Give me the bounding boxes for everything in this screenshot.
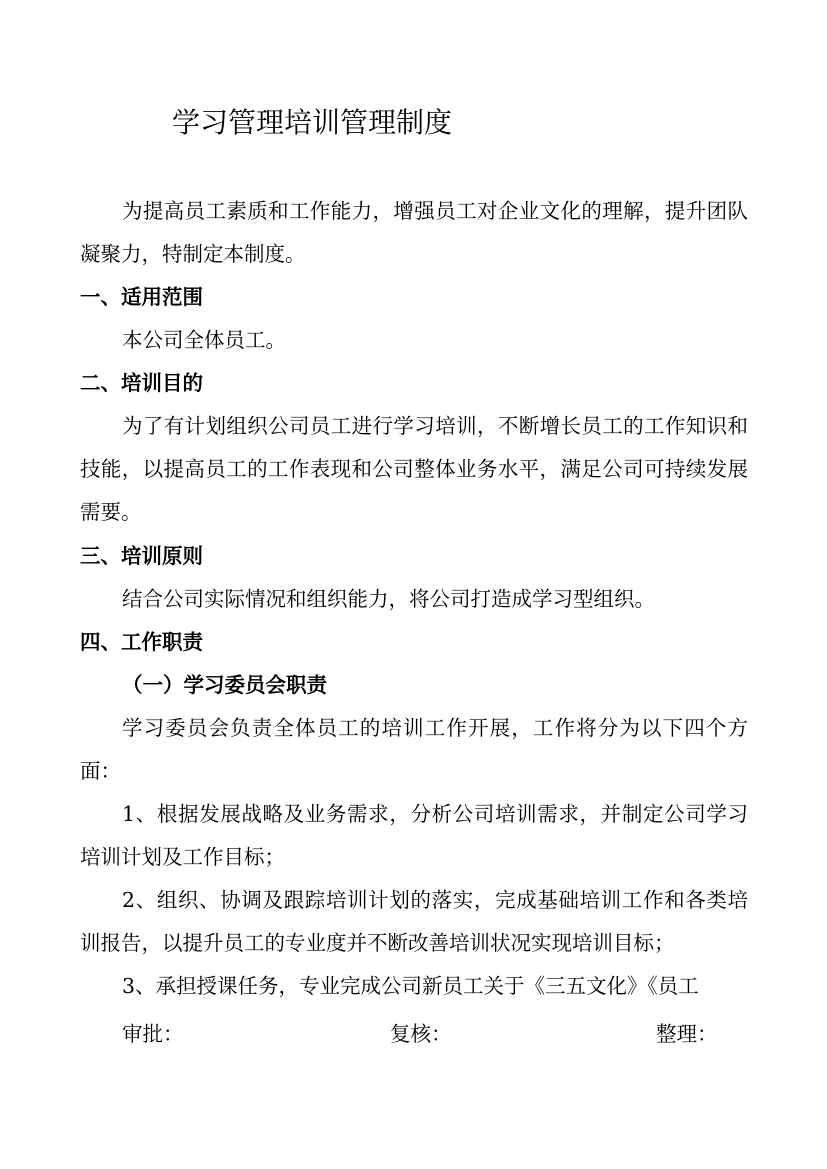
document-title: 学习管理培训管理制度 [172,106,453,139]
footer-review-label: 复核： [390,1022,452,1046]
section-heading-purpose: 二、培训目的 [80,371,203,395]
section-heading-duties: 四、工作职责 [80,630,203,654]
committee-intro-paragraph: 学习委员会负责全体员工的培训工作开展，工作将分为以下四个方面： [80,716,748,783]
principle-paragraph: 结合公司实际情况和组织能力，将公司打造成学习型组织。 [122,587,655,611]
subsection-heading-committee: （一）学习委员会职责 [122,673,327,697]
purpose-paragraph: 为了有计划组织公司员工进行学习培训，不断增长员工的工作知识和技能，以提高员工的工作表现和公司整体业务水平，满足公司可持续发展需要。 [80,414,748,524]
section-heading-principle: 三、培训原则 [80,544,203,568]
intro-paragraph: 为提高员工素质和工作能力，增强员工对企业文化的理解，提升团队凝聚力，特制定本制度。 [80,199,748,266]
section-heading-scope: 一、适用范围 [80,285,203,309]
footer-approve-label: 审批： [122,1022,184,1046]
footer-compile-label: 整理： [656,1022,718,1046]
duty-item-1: 1、根据发展战略及业务需求，分析公司培训需求，并制定公司学习培训计划及工作目标； [80,802,748,869]
duty-item-2: 2、组织、协调及跟踪培训计划的落实，完成基础培训工作和各类培训报告，以提升员工的专业度并不断改善培训状况实现培训目标； [80,888,748,955]
scope-paragraph: 本公司全体员工。 [122,328,286,352]
duty-item-3: 3、承担授课任务，专业完成公司新员工关于《三五文化》《员工 [122,974,699,998]
